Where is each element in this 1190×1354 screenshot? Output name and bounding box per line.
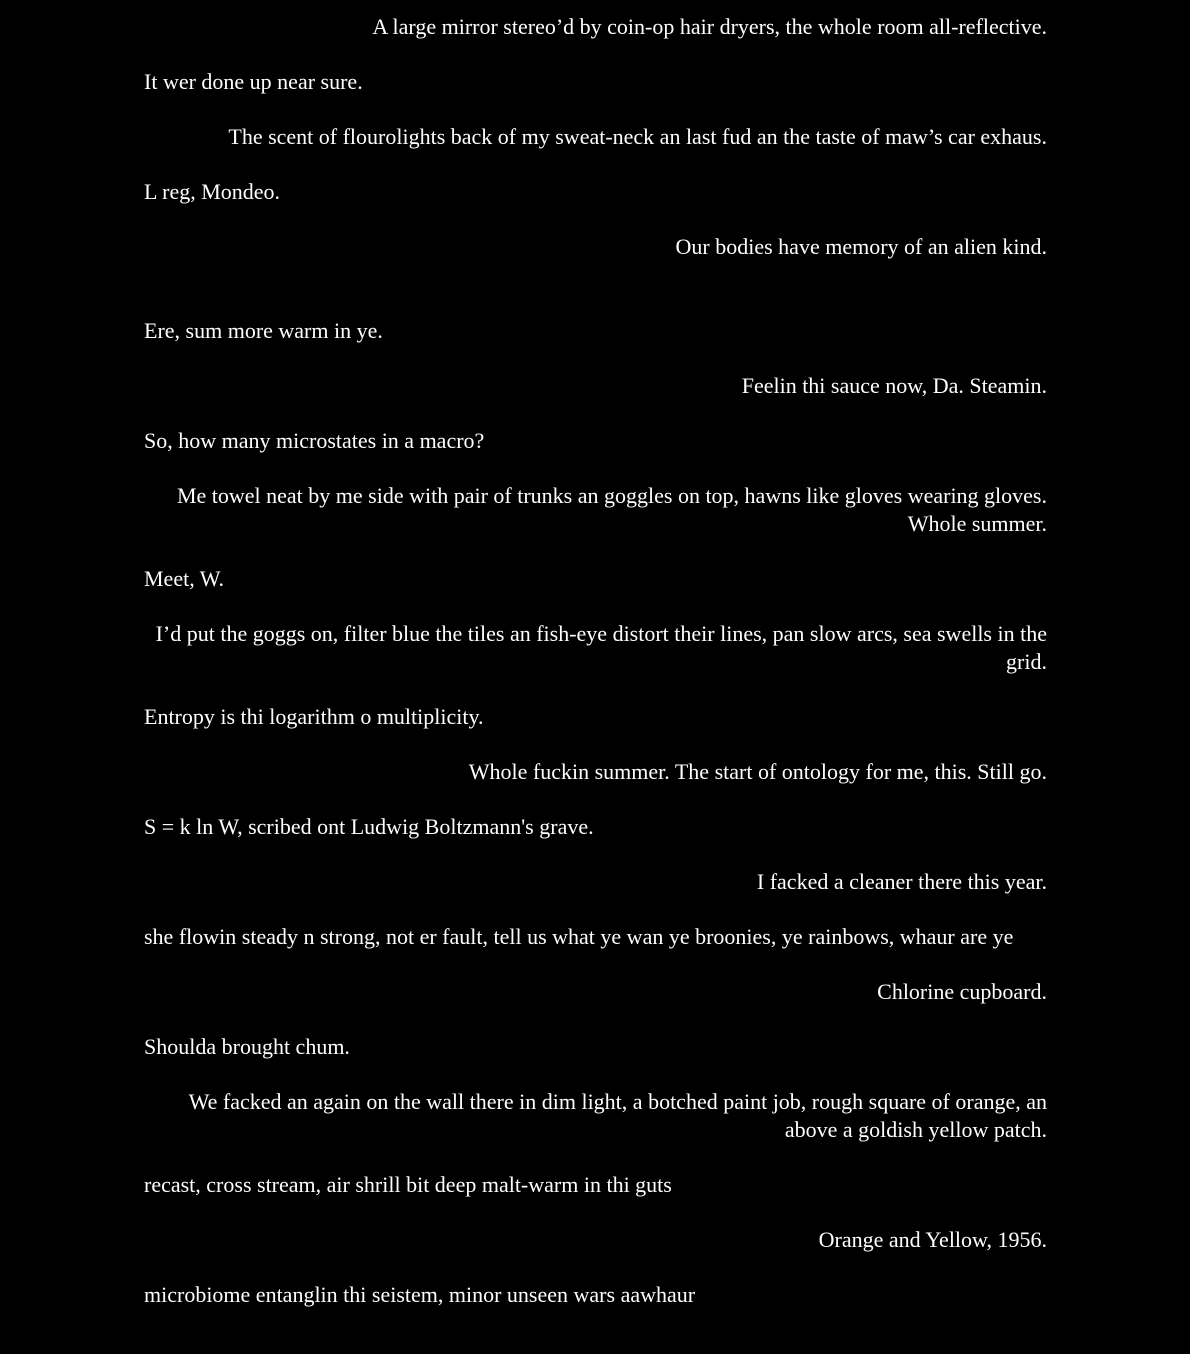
poem-line-9: Me towel neat by me side with pair of trunks an goggles on top, hawns like gloves wearing gloves. Whole summer. [176,483,1047,536]
poem-line-8: So, how many microstates in a macro? [144,428,485,453]
poem-line-3: The scent of flourolights back of my sweat-neck an last fud an the taste of maw’s car exhaus. [228,124,1047,149]
poem-line-10: Meet, W. [144,566,225,591]
poem-line-5: Our bodies have memory of an alien kind. [675,234,1047,259]
poem-line-12: Entropy is thi logarithm o multiplicity. [144,704,484,729]
poem-line-2: It wer done up near sure. [144,69,363,94]
poem-line-16: she flowin steady n strong, not er fault, tell us what ye wan ye broonies, ye rainbows, whaur are ye [144,924,1014,949]
poem-line-20: recast, cross stream, air shrill bit deep malt-warm in thi guts [144,1172,672,1197]
poem-line-1: A large mirror stereo’d by coin-op hair dryers, the whole room all-reflective. [372,14,1047,39]
poem-line-17: Chlorine cupboard. [877,979,1047,1004]
poem-line-7: Feelin thi sauce now, Da. Steamin. [741,373,1047,398]
poem-line-21: Orange and Yellow, 1956. [818,1227,1047,1252]
poem-line-14: S = k ln W, scribed ont Ludwig Boltzmann's grave. [144,814,594,839]
poem-line-6: Ere, sum more warm in ye. [144,318,383,343]
poem-text-column [144,13,1047,1309]
poem-line-18: Shoulda brought chum. [144,1034,350,1059]
poem-line-19: We facked an again on the wall there in dim light, a botched paint job, rough square of orange, an above a goldish yellow patch. [188,1089,1047,1142]
poem-line-4: L reg, Mondeo. [144,179,281,204]
poem-line-11: I’d put the goggs on, filter blue the tiles an fish-eye distort their lines, pan slow arcs, sea swells in the grid. [155,621,1047,674]
poem-line-22: microbiome entanglin thi seistem, minor unseen wars aawhaur [144,1282,696,1307]
poem-line-13: Whole fuckin summer. The start of ontology for me, this. Still go. [468,759,1047,784]
poem-line-15: I facked a cleaner there this year. [756,869,1047,894]
